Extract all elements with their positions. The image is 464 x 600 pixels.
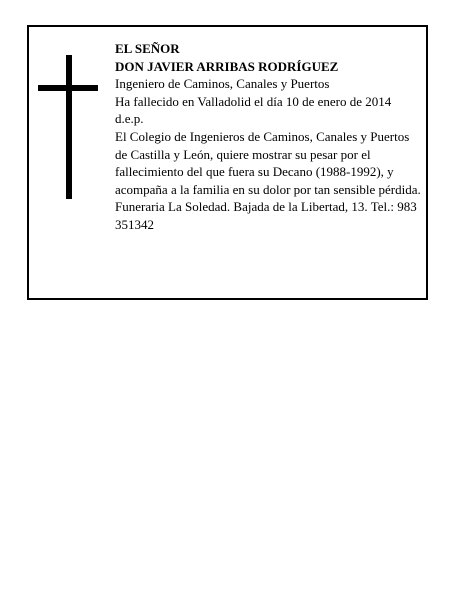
notice-text — [115, 40, 421, 234]
profession: Ingeniero de Caminos, Canales y Puertos — [115, 76, 330, 92]
death-info: Ha fallecido en Valladolid el día 10 de enero de 2014 — [115, 93, 392, 109]
funeral-home-info: Funeraria La Soledad. Bajada de la Libertad, 13. Tel.: 983 351342 — [115, 199, 417, 232]
obituary-notice — [27, 25, 428, 300]
rip-text: d.e.p. — [115, 111, 144, 127]
deceased-name: DON JAVIER ARRIBAS RODRÍGUEZ — [115, 58, 339, 74]
cross-vertical-bar — [66, 55, 72, 199]
notice-title: EL SEÑOR — [115, 41, 180, 56]
condolence-message: El Colegio de Ingenieros de Caminos, Canales y Puertos de Castilla y León, quiere mostrar su pesar por el fallecimiento del que fuera su Decano (1988-1992), y acompaña a la familia en su dolor por tan sensible pérdida. — [115, 128, 421, 197]
cross-horizontal-bar — [38, 85, 98, 91]
